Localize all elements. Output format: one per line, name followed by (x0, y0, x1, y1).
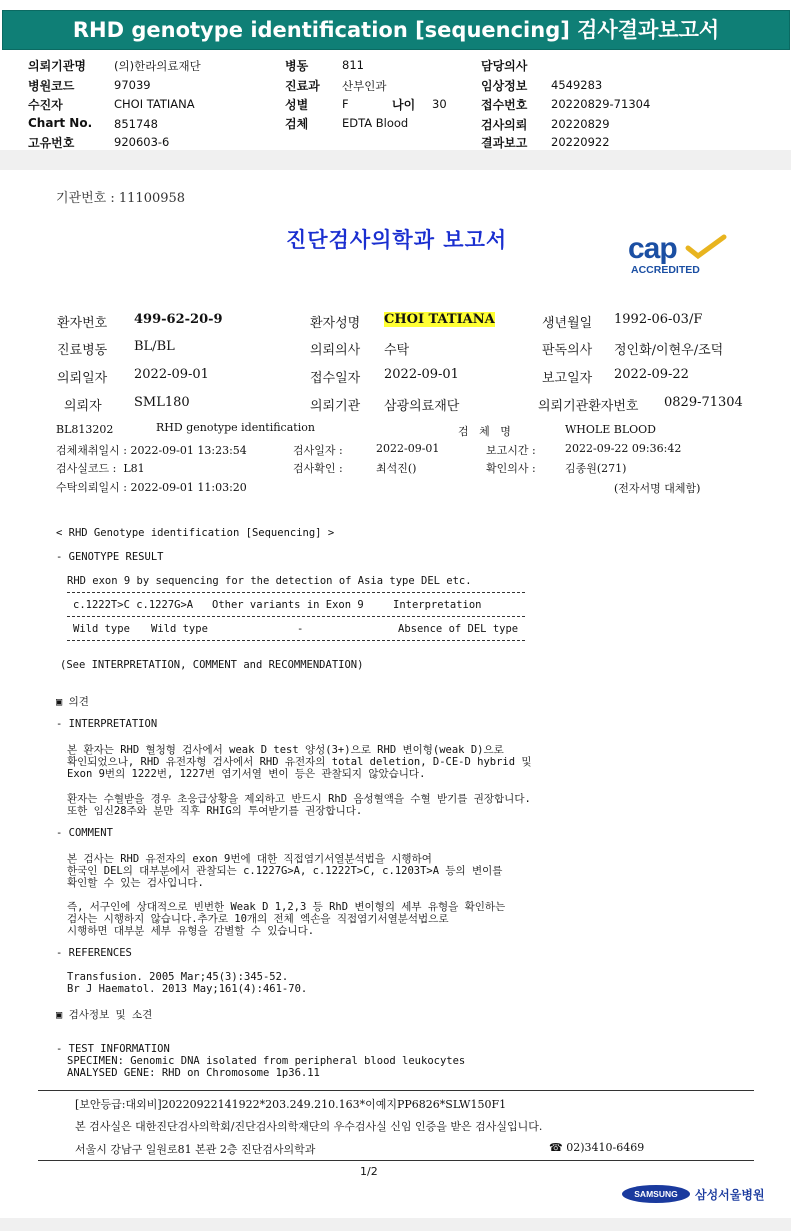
table-header-cell: Other variants in Exon 9 (212, 599, 364, 611)
table-cell: Absence of DEL type (398, 623, 519, 635)
electronic-signature-note: (전자서명 대체함) (614, 482, 701, 495)
patient-name: CHOI TATIANA (384, 312, 495, 327)
patient-label: 환자성명 (310, 316, 361, 331)
header-value: EDTA Blood (342, 116, 409, 130)
table-rule (67, 592, 525, 593)
test-info-section-heading: ▣ 검사정보 및 소견 (56, 1009, 153, 1021)
certification-line: 본 검사실은 대한진단검사의학회/진단검사의학재단의 우수검사실 신임 인증을 받은 검사실입니다. (75, 1120, 543, 1133)
patient-value: BL/BL (134, 339, 175, 354)
header-label: 진료과 (285, 79, 320, 93)
header-value: CHOI TATIANA (114, 97, 195, 111)
interpretation-line: 환자는 수혈받을 경우 초응급상황을 제외하고 반드시 RhD 음성혈액을 수혈 받기를 권장합니다. (67, 793, 531, 805)
header-label: 검사의뢰 (481, 118, 528, 132)
patient-label: 환자번호 (57, 316, 108, 331)
checkmark-icon (684, 234, 728, 260)
header-value: 920603-6 (114, 135, 170, 149)
security-line: [보안등급:대외비]20220922141922*203.249.210.163*이예지PP6826*SLW150F1 (75, 1098, 507, 1111)
patient-label: 의뢰일자 (57, 371, 108, 386)
patient-label: 의뢰자 (64, 399, 102, 414)
report-title: 진단검사의학과 보고서 (286, 227, 508, 252)
comment-line: 확인할 수 있는 검사입니다. (67, 877, 204, 889)
header-label: 검체 (285, 117, 309, 131)
header-label: 성별 (285, 98, 309, 112)
header-value: 97039 (114, 78, 151, 92)
patient-label: 의뢰의사 (310, 343, 361, 358)
patient-value: 수탁 (384, 343, 410, 358)
header-value: (의)한라의료재단 (114, 59, 201, 73)
header-label: 수진자 (28, 98, 63, 112)
patient-value: 정인화/이현우/조덕 (614, 343, 724, 358)
separator-bar (0, 150, 791, 170)
test-line: 2022-09-01 (376, 442, 440, 455)
see-note: (See INTERPRETATION, COMMENT and RECOMMENDATION) (60, 659, 364, 671)
interpretation-heading: - INTERPRETATION (56, 718, 158, 730)
patient-label: 진료병동 (57, 343, 108, 358)
patient-label: 의뢰기관환자번호 (538, 399, 639, 414)
table-rule (67, 616, 525, 617)
table-header-cell: c.1222T>C c.1227G>A (73, 599, 194, 611)
header-value: 4549283 (551, 78, 603, 92)
banner-title: RHD genotype identification [sequencing] 검사결과보고서 (2, 10, 790, 50)
patient-value: 삼광의료재단 (384, 399, 460, 414)
table-cell: - (297, 623, 304, 635)
section-title: < RHD Genotype identification [Sequencing] > (56, 527, 335, 539)
header-value: 20220922 (551, 135, 610, 149)
report-banner (0, 0, 791, 50)
test-line: 검사확인 : (293, 462, 343, 475)
header-value: 20220829-71304 (551, 97, 651, 111)
test-line: 최석진() (376, 462, 417, 475)
phone-line: ☎ 02)3410-6469 (549, 1141, 645, 1154)
patient-label: 판독의사 (542, 343, 593, 358)
interpretation-line: 본 환자는 RHD 혈청형 검사에서 weak D test 양성(3+)으로 RHD 변이형(weak D)으로 (67, 744, 504, 756)
header-label: 고유번호 (28, 136, 75, 150)
header-label: 접수번호 (481, 98, 528, 112)
comment-heading: - COMMENT (56, 827, 113, 839)
patient-value: 2022-09-22 (614, 367, 689, 382)
references-heading: - REFERENCES (56, 947, 132, 959)
page-number: 1/2 (360, 1165, 378, 1178)
test-line: 검체채취일시 : 2022-09-01 13:23:54 (56, 444, 247, 457)
test-line: 2022-09-22 09:36:42 (565, 442, 682, 455)
reference-line: Br J Haematol. 2013 May;161(4):461-70. (67, 983, 308, 995)
header-value: 20220829 (551, 117, 610, 131)
interpretation-line: 또한 임신28주와 분만 직후 RHIG의 투여받기를 권장합니다. (67, 805, 363, 817)
header-label: 결과보고 (481, 136, 528, 150)
header-label: Chart No. (28, 116, 93, 130)
patient-value: 0829-71304 (664, 395, 743, 410)
patient-value: 2022-09-01 (134, 367, 209, 382)
header-label: 임상정보 (481, 79, 528, 93)
patient-label: 생년월일 (542, 316, 593, 331)
table-cell: Wild type (73, 623, 130, 635)
header-value: 811 (342, 58, 364, 72)
header-value: F (342, 97, 349, 111)
opinion-heading: ▣ 의견 (56, 696, 89, 708)
table-header-cell: Interpretation (393, 599, 482, 611)
patient-value: 2022-09-01 (384, 367, 459, 382)
test-information-line: ANALYSED GENE: RHD on Chromosome 1p36.11 (67, 1067, 320, 1079)
header-label: 의뢰기관명 (28, 59, 86, 73)
header-value: 851748 (114, 117, 158, 131)
address-line: 서울시 강남구 일원로81 본관 2층 진단검사의학과 (75, 1143, 316, 1156)
comment-line: 시행하면 대부분 세부 유형을 감별할 수 있습니다. (67, 925, 315, 937)
header-label: 나이 (392, 98, 416, 112)
header-value: 산부인과 (342, 79, 387, 93)
test-line: 검사실코드 : L81 (56, 462, 145, 475)
test-information-line: SPECIMEN: Genomic DNA isolated from peripheral blood leukocytes (67, 1055, 466, 1067)
test-code: BL813202 (56, 423, 114, 436)
header-value: 30 (432, 97, 447, 111)
patient-label: 보고일자 (542, 371, 593, 386)
footer-rule (38, 1160, 754, 1161)
samsung-hospital-logo (622, 1183, 765, 1205)
reference-line: Transfusion. 2005 Mar;45(3):345-52. (67, 971, 289, 983)
test-line: 수탁의뢰일시 : 2022-09-01 11:03:20 (56, 481, 247, 494)
header-label: 담당의사 (481, 59, 528, 73)
specimen-value: WHOLE BLOOD (565, 423, 656, 436)
samsung-logo-text: SAMSUNG (622, 1185, 690, 1203)
patient-label: 의뢰기관 (310, 399, 361, 414)
comment-line: 본 검사는 RHD 유전자의 exon 9번에 대한 직접염기서열분석법을 시행하여 (67, 853, 432, 865)
header-label: 병원코드 (28, 79, 75, 93)
genotype-heading: - GENOTYPE RESULT (56, 551, 164, 563)
interpretation-line: Exon 9번의 1222번, 1227번 염기서열 변이 등은 관찰되지 않았습니다. (67, 768, 426, 780)
comment-line: 한국인 DEL의 대부분에서 관찰되는 c.1227G>A, c.1222T>C, c.1203T>A 등의 변이를 (67, 865, 503, 877)
test-line: 보고시간 : (486, 444, 536, 457)
hospital-name: 삼성서울병원 (695, 1188, 765, 1202)
specimen-label: 검 체 명 (458, 425, 511, 438)
footer-rule (38, 1090, 754, 1091)
patient-id: 499-62-20-9 (134, 312, 223, 327)
patient-label: 접수일자 (310, 371, 361, 386)
patient-value: SML180 (134, 395, 190, 410)
comment-line: 검사는 시행하지 않습니다.추가로 10개의 전체 엑손을 직접염기서열분석법으로 (67, 913, 449, 925)
test-line: 김종원(271) (565, 462, 627, 475)
table-cell: Wild type (151, 623, 208, 635)
test-line: 확인의사 : (486, 462, 536, 475)
test-line: 검사일자 : (293, 444, 343, 457)
interpretation-line: 확인되었으나, RHD 유전자형 검사에서 RHD 유전자의 total deletion, D-CE-D hybrid 및 (67, 756, 532, 768)
test-name: RHD genotype identification (156, 421, 315, 434)
cap-accredited-logo (628, 232, 728, 280)
comment-line: 즉, 서구인에 상대적으로 빈번한 Weak D 1,2,3 등 RhD 변이형의 세부 유형을 확인하는 (67, 901, 506, 913)
genotype-description: RHD exon 9 by sequencing for the detection of Asia type DEL etc. (67, 575, 472, 587)
patient-value: 1992-06-03/F (614, 312, 703, 327)
bottom-bar (0, 1218, 791, 1231)
test-information-heading: - TEST INFORMATION (56, 1043, 170, 1055)
cap-accredited-text: ACCREDITED (631, 264, 700, 276)
institution-number: 기관번호 : 11100958 (56, 191, 186, 206)
cap-logo-text: cap (628, 232, 677, 265)
header-label: 병동 (285, 59, 309, 73)
table-rule (67, 640, 525, 641)
